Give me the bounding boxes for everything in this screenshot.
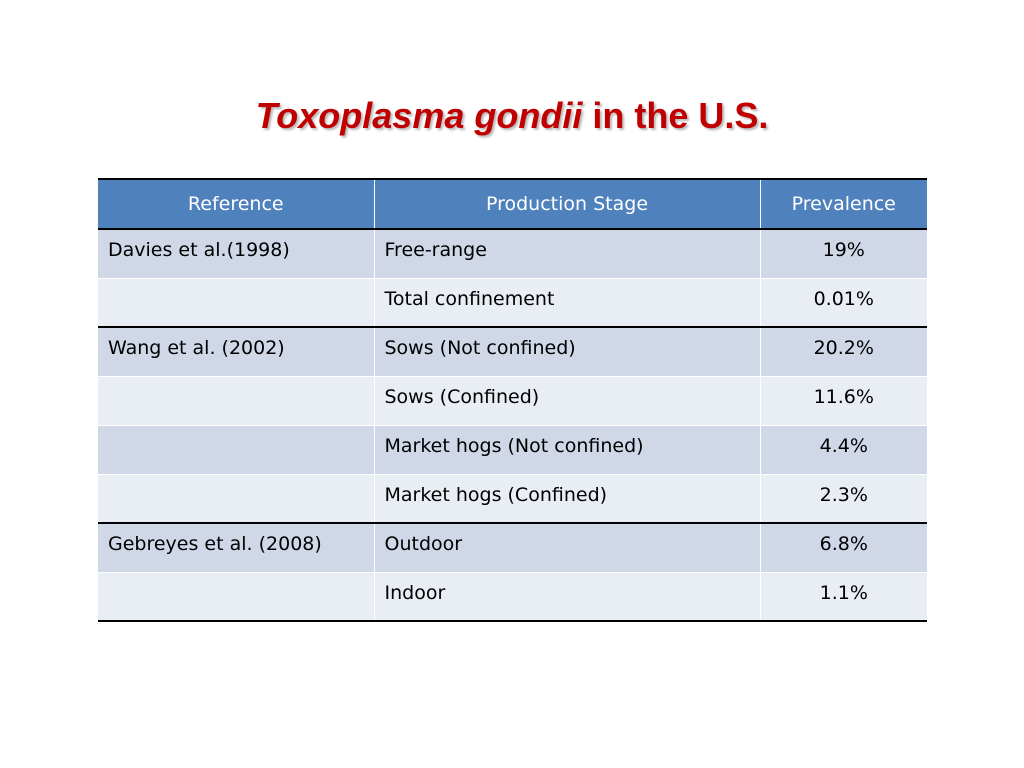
header-production-stage: Production Stage — [374, 179, 760, 229]
cell-reference: Davies et al.(1998) — [98, 229, 374, 278]
cell-stage: Free-range — [374, 229, 760, 278]
table-row — [98, 376, 927, 425]
slide-title — [0, 94, 1024, 138]
table-row — [98, 474, 927, 523]
cell-prevalence: 6.8% — [760, 523, 927, 572]
title-normal-part: in the U.S. — [582, 95, 769, 136]
table-row — [98, 523, 927, 572]
cell-stage: Market hogs (Not confined) — [374, 425, 760, 474]
cell-stage: Total confinement — [374, 278, 760, 327]
cell-reference: Wang et al. (2002) — [98, 327, 374, 376]
cell-stage: Outdoor — [374, 523, 760, 572]
prevalence-table — [98, 178, 927, 622]
cell-reference — [98, 376, 374, 425]
cell-reference — [98, 278, 374, 327]
cell-stage: Sows (Confined) — [374, 376, 760, 425]
table-row — [98, 278, 927, 327]
cell-prevalence: 1.1% — [760, 572, 927, 621]
cell-prevalence: 0.01% — [760, 278, 927, 327]
table-row — [98, 425, 927, 474]
title-italic-part: Toxoplasma gondii — [255, 95, 583, 136]
cell-prevalence: 2.3% — [760, 474, 927, 523]
cell-stage: Sows (Not confined) — [374, 327, 760, 376]
cell-prevalence: 11.6% — [760, 376, 927, 425]
cell-prevalence: 19% — [760, 229, 927, 278]
cell-reference — [98, 474, 374, 523]
cell-stage: Market hogs (Confined) — [374, 474, 760, 523]
table-header-row — [98, 179, 927, 229]
cell-reference: Gebreyes et al. (2008) — [98, 523, 374, 572]
header-prevalence: Prevalence — [760, 179, 927, 229]
table-row — [98, 229, 927, 278]
header-reference: Reference — [98, 179, 374, 229]
cell-prevalence: 4.4% — [760, 425, 927, 474]
cell-prevalence: 20.2% — [760, 327, 927, 376]
table-row — [98, 572, 927, 621]
cell-reference — [98, 572, 374, 621]
cell-reference — [98, 425, 374, 474]
table-row — [98, 327, 927, 376]
cell-stage: Indoor — [374, 572, 760, 621]
